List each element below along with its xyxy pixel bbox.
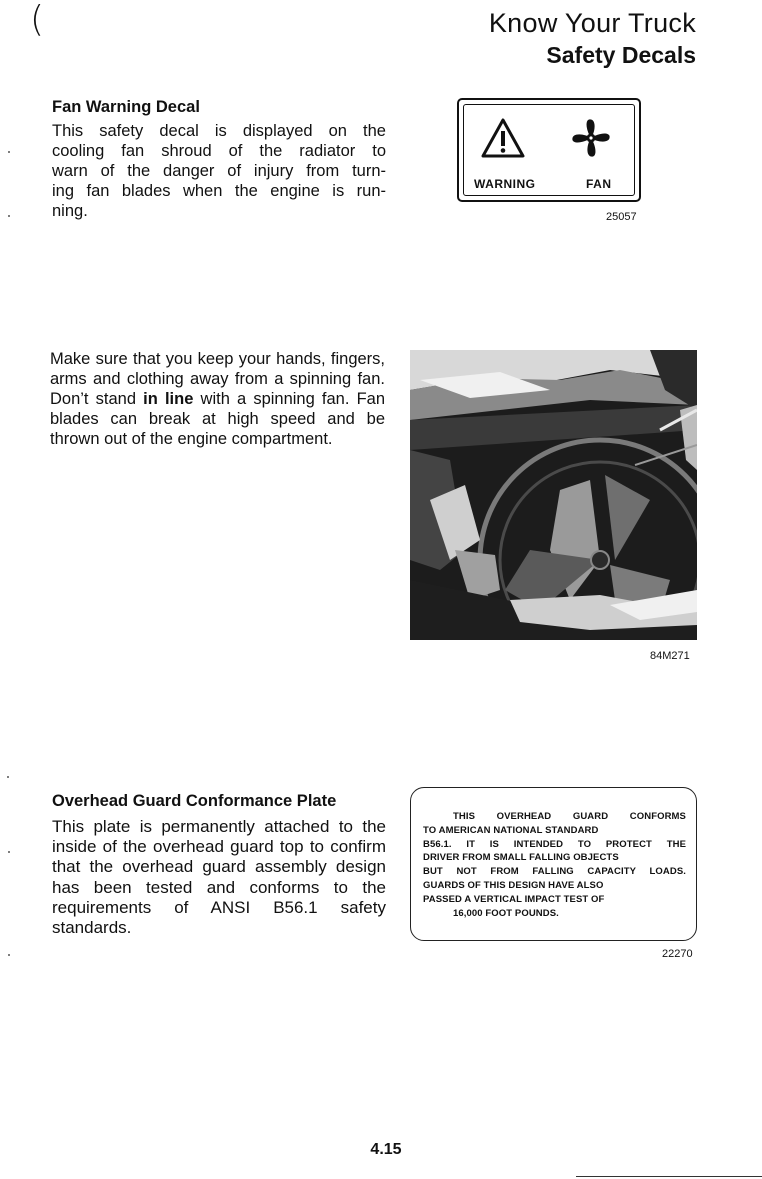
decal-fan-label: FAN (586, 177, 612, 191)
fan-desc-line-1: This safety decal is displayed on the (52, 122, 386, 140)
fan-safety-text-1: Make sure that you keep your hands, fingers, arms and clothing away from a spinning fan. Don’t stand (50, 350, 385, 408)
fan-decal-caption: 25057 (606, 211, 637, 223)
scan-speck (8, 151, 10, 153)
page-header-title: Know Your Truck (488, 8, 696, 38)
warning-triangle-icon (480, 117, 526, 159)
page-number: 4.15 (370, 1141, 402, 1158)
fan-safety-text-2: with a spinning fan. Fan blades can break at high speed and be thrown out of the engine compartment. (50, 390, 386, 448)
guard-plate-description: This plate is permanently attached to the inside of the overhead guard top to confirm that the overhead guard assembly design has been tested and conforms to the requirements of ANSI B56.1 safety standards. (52, 817, 386, 938)
plate-line-4: DRIVER FROM SMALL FALLING OBJECTS (423, 852, 619, 864)
guard-plate-caption: 22270 (662, 948, 693, 960)
plate-line-7: PASSED A VERTICAL IMPACT TEST OF (423, 893, 605, 905)
plate-line-2: TO AMERICAN NATIONAL STANDARD (423, 824, 599, 836)
fan-decal-heading: Fan Warning Decal (52, 98, 200, 116)
decal-warning-label: WARNING (474, 177, 536, 191)
fan-icon (569, 115, 613, 161)
scan-speck (8, 215, 10, 217)
fan-warning-decal (457, 98, 641, 202)
fan-photo-image (410, 350, 697, 640)
guard-plate-heading: Overhead Guard Conformance Plate (52, 792, 337, 810)
scan-speck (8, 851, 10, 853)
plate-line-1: THIS OVERHEAD GUARD CONFORMS (453, 811, 686, 822)
scan-speck (7, 776, 9, 778)
plate-line-6: GUARDS OF THIS DESIGN HAVE ALSO (423, 879, 604, 891)
plate-line-5: BUT NOT FROM FALLING CAPACITY LOADS. (423, 866, 686, 878)
fan-safety-bold: in line (143, 390, 194, 408)
fan-safety-paragraph (50, 349, 385, 449)
fan-desc-line-3: warn of the danger of injury from turn- (52, 162, 386, 180)
page-header-subtitle: Safety Decals (546, 42, 696, 68)
fan-photo-caption: 84M271 (650, 650, 690, 662)
footer-rule (576, 1176, 762, 1177)
margin-parenthesis: ( (30, 0, 45, 40)
plate-line-8: 16,000 FOOT POUNDS. (453, 907, 559, 919)
fan-desc-line-5: ning. (52, 202, 88, 220)
overhead-guard-plate (410, 787, 697, 941)
fan-photograph (410, 350, 697, 640)
scan-speck (8, 954, 10, 956)
fan-desc-line-4: ing fan blades when the engine is run- (52, 182, 386, 200)
fan-decal-description (52, 121, 386, 221)
fan-desc-line-2: cooling fan shroud of the radiator to (52, 142, 386, 160)
plate-line-3: B56.1. IT IS INTENDED TO PROTECT THE (423, 838, 686, 850)
